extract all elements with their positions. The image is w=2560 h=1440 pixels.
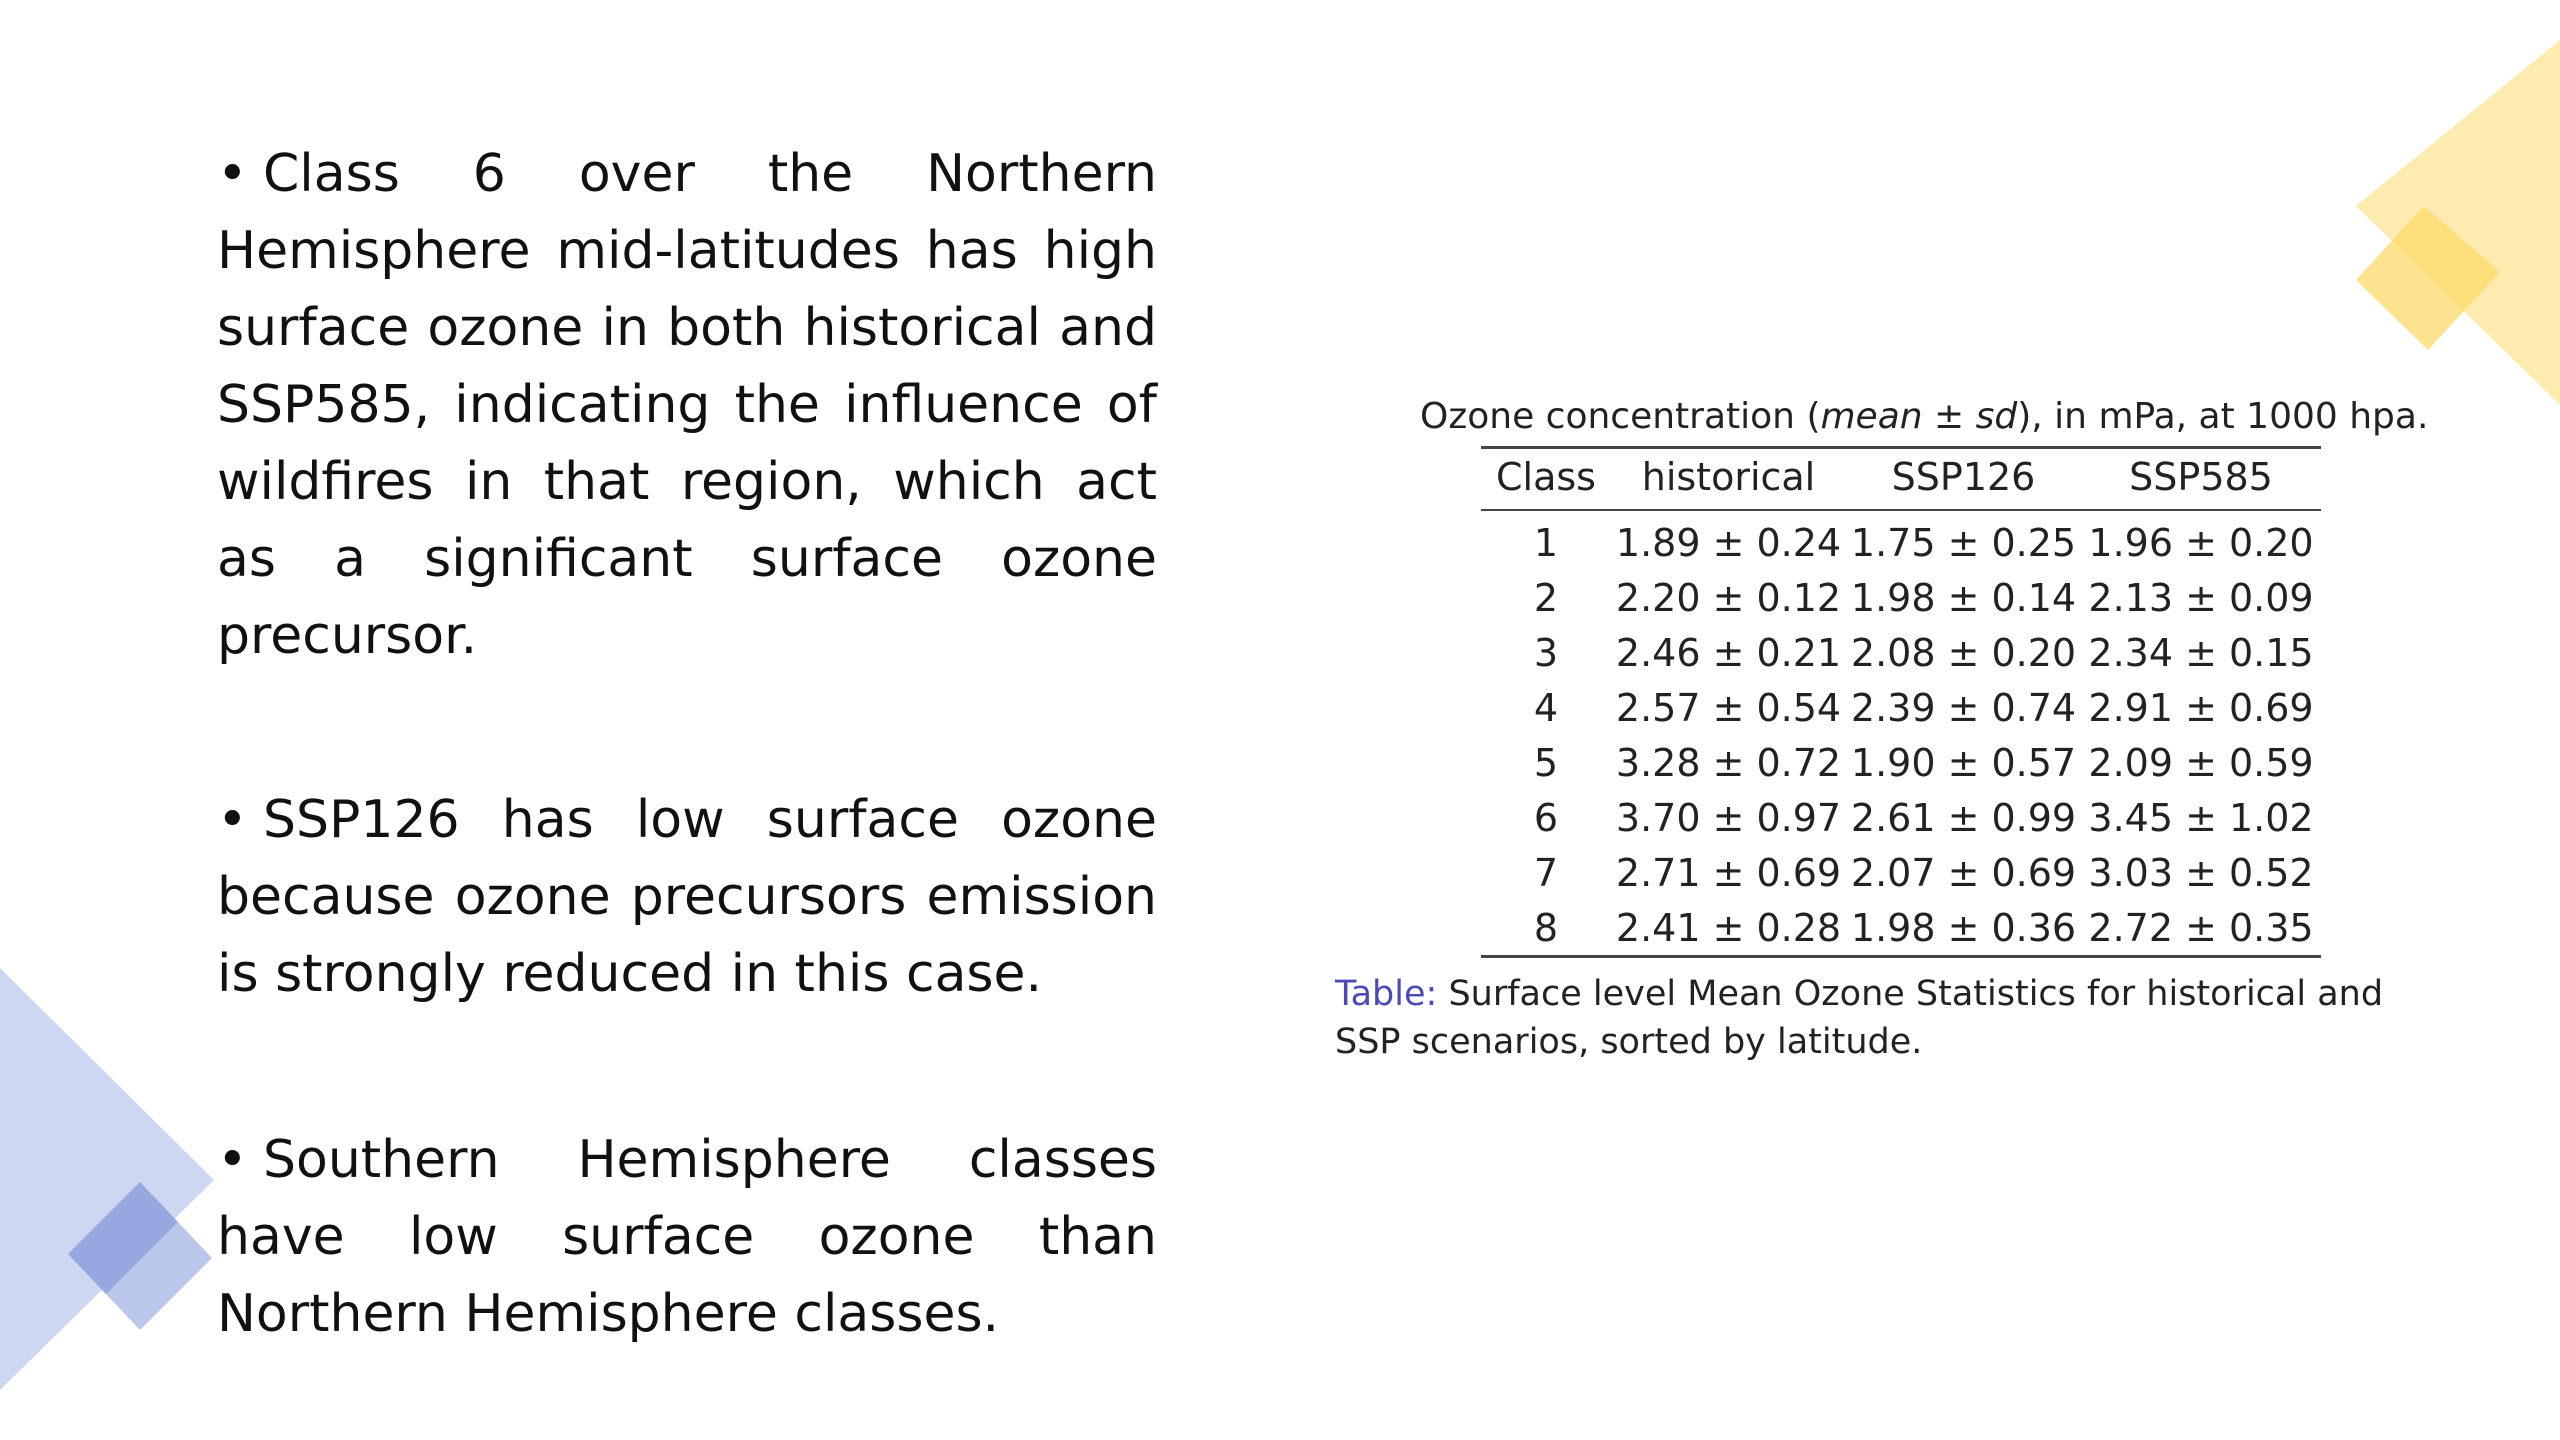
table-cell: 4 [1533, 685, 1559, 730]
table-cell: 2.41 ± 0.28 [1611, 900, 1846, 957]
table-cell: 1.98 ± 0.36 [1846, 900, 2081, 957]
bullet-item: • SSP126 has low surface ozone because ozone precursors emission is strongly reduced in this case. [217, 790, 1157, 1004]
column-header: SSP126 [1846, 448, 2081, 511]
table-row [1481, 900, 2321, 957]
table-cell: 2.46 ± 0.21 [1615, 630, 1842, 675]
table-cell: 1 [1533, 520, 1559, 565]
table-row [1481, 570, 2321, 625]
table-cell: 2.34 ± 0.15 [2088, 630, 2314, 675]
table-cell: 3.28 ± 0.72 [1615, 740, 1842, 785]
table-cell: 3.03 ± 0.52 [2088, 850, 2314, 895]
table-header-row [1481, 448, 2321, 511]
table-cell: 1.98 ± 0.14 [1850, 575, 2077, 620]
table-cell: 2.72 ± 0.35 [2081, 900, 2321, 957]
table-cell: 2.91 ± 0.69 [2088, 685, 2314, 730]
table-cell: 7 [1533, 850, 1559, 895]
table-cell: 2.09 ± 0.59 [2088, 740, 2314, 785]
table-top-caption: Ozone concentration (mean ± sd), in mPa, at 1000 hpa. [1420, 396, 2429, 437]
table-caption-label: Table: [1335, 974, 1438, 1014]
bullet-item: • Southern Hemisphere classes have low surface ozone than Northern Hemisphere classes. [217, 1130, 1157, 1344]
table-row [1481, 735, 2321, 790]
table-cell: 3.45 ± 1.02 [2088, 795, 2314, 840]
table-cell: 3.70 ± 0.97 [1615, 795, 1842, 840]
table-cell: 1.75 ± 0.25 [1850, 520, 2077, 565]
table-row [1481, 625, 2321, 680]
table-row [1481, 845, 2321, 900]
blue-corner-decoration [0, 968, 214, 1390]
table-cell: 5 [1533, 740, 1559, 785]
table-cell: 2 [1533, 575, 1559, 620]
table-row [1481, 510, 2321, 570]
table-cell: 3 [1533, 630, 1559, 675]
table-row [1481, 680, 2321, 735]
ozone-table-figure [1335, 390, 2429, 1062]
table-cell: 1.89 ± 0.24 [1615, 520, 1842, 565]
column-header: historical [1611, 448, 1846, 511]
table-cell: 2.61 ± 0.99 [1850, 795, 2077, 840]
table-cell: 2.71 ± 0.69 [1615, 850, 1842, 895]
table-cell: 2.57 ± 0.54 [1615, 685, 1842, 730]
table-cell: 2.39 ± 0.74 [1850, 685, 2077, 730]
bullet-item: • Class 6 over the Northern Hemisphere mid-latitudes has high surface ozone in both historical and SSP585, indicating the influence of wildfires in that region, which act as a significant surface ozone precursor. [217, 144, 1157, 666]
column-header: Class [1481, 448, 1611, 511]
table-caption [1335, 970, 2385, 1066]
yellow-corner-decoration [2356, 40, 2560, 405]
table-cell: 2.13 ± 0.09 [2088, 575, 2314, 620]
table-cell: 1.96 ± 0.20 [2088, 520, 2314, 565]
table-cell: 2.07 ± 0.69 [1850, 850, 2077, 895]
column-header: SSP585 [2081, 448, 2321, 511]
table-cell: 8 [1481, 900, 1611, 957]
table-cell: 2.20 ± 0.12 [1615, 575, 1842, 620]
table-caption-text: Surface level Mean Ozone Statistics for historical and SSP scenarios, sorted by latitude. [1335, 974, 2384, 1062]
table-cell: 2.08 ± 0.20 [1850, 630, 2077, 675]
ozone-statistics-table [1481, 446, 2321, 958]
table-cell: 1.90 ± 0.57 [1850, 740, 2077, 785]
table-cell: 6 [1533, 795, 1559, 840]
table-row [1481, 790, 2321, 845]
